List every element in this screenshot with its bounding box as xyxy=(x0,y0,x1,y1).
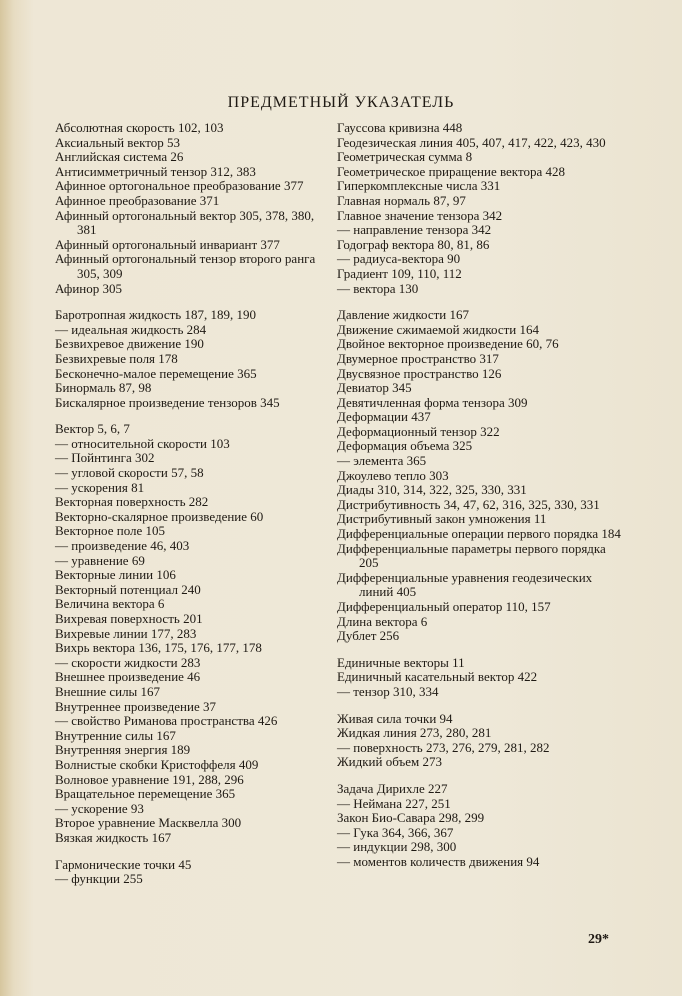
index-entry: Дистрибутивный закон умножения 11 xyxy=(337,511,547,527)
index-entry: Безвихревые поля 178 xyxy=(55,350,178,366)
page-title: ПРЕДМЕТНЫЙ УКАЗАТЕЛЬ xyxy=(227,94,455,111)
index-entry: Векторное поле 105 xyxy=(55,523,166,539)
index-entry: Вихрь вектора 136, 175, 176, 177, 178 xyxy=(55,640,262,656)
index-entry: — идеальная жидкость 284 xyxy=(55,321,207,337)
index-entry: Закон Био-Савара 298, 299 xyxy=(337,810,485,826)
index-entry: Вязкая жидкость 167 xyxy=(55,829,172,845)
index-entry: Афинор 305 xyxy=(55,280,122,296)
index-entry: Афинный ортогональный инвариант 377 xyxy=(55,236,280,252)
index-entry: Векторно-скалярное произведение 60 xyxy=(55,508,264,524)
index-entry: Главная нормаль 87, 97 xyxy=(337,192,466,208)
index-entry: Гиперкомплексные числа 331 xyxy=(337,178,501,194)
index-entry: Бесконечно-малое перемещение 365 xyxy=(55,365,257,381)
index-entry: Волновое уравнение 191, 288, 296 xyxy=(55,771,244,787)
index-entry: Безвихревое движение 190 xyxy=(55,336,204,352)
index-entry: — элемента 365 xyxy=(337,453,427,469)
index-entry: Векторные линии 106 xyxy=(55,567,176,583)
index-entry: — Неймана 227, 251 xyxy=(337,795,451,811)
index-entry: Двусвязное пространство 126 xyxy=(337,365,502,381)
index-entry: Дифференциальные уравнения геодезических линий 405 xyxy=(337,569,593,600)
index-entry: Двойное векторное произведение 60, 76 xyxy=(337,336,559,352)
index-entry: Векторный потенциал 240 xyxy=(55,581,201,597)
index-entry: Деформация объема 325 xyxy=(337,438,473,454)
index-entry: Вращательное перемещение 365 xyxy=(55,786,236,802)
index-entry: Жидкий объем 273 xyxy=(337,754,442,770)
index-entry: Внешние силы 167 xyxy=(55,683,161,699)
index-entry: — относительной скорости 103 xyxy=(55,435,230,451)
index-entry: Баротропная жидкость 187, 189, 190 xyxy=(55,307,256,323)
index-entry: — ускорения 81 xyxy=(55,479,145,495)
index-entry: Бинормаль 87, 98 xyxy=(55,380,152,396)
index-entry: Дистрибутивность 34, 47, 62, 316, 325, 330, 331 xyxy=(337,496,600,512)
index-entry: Длина вектора 6 xyxy=(337,613,428,629)
index-entry: Деформационный тензор 322 xyxy=(337,423,500,439)
page-number: 29* xyxy=(588,932,609,947)
group-spacer xyxy=(337,700,627,712)
index-entry: Вектор 5, 6, 7 xyxy=(55,421,130,437)
index-entry: Задача Дирихле 227 xyxy=(337,780,448,796)
index-entry: Градиент 109, 110, 112 xyxy=(337,265,462,281)
index-entry: Гармонические точки 45 xyxy=(55,856,192,872)
index-entry: Афинное преобразование 371 xyxy=(55,192,220,208)
index-entry: — направление тензора 342 xyxy=(337,222,492,238)
index-entry: Двумерное пространство 317 xyxy=(337,350,499,366)
index-entry: Афинный ортогональный вектор 305, 378, 380, 381 xyxy=(55,207,315,238)
index-entry: Девятичленная форма тензора 309 xyxy=(337,394,528,410)
index-entry: — свойство Риманова пространства 426 xyxy=(55,713,278,729)
index-entry: Английская система 26 xyxy=(55,149,184,165)
index-entry: Диады 310, 314, 322, 325, 330, 331 xyxy=(337,482,527,498)
index-entry: Афинное ортогональное преобразование 377 xyxy=(55,178,304,194)
index-entry: — угловой скорости 57, 58 xyxy=(55,465,204,481)
index-entry: Вихревая поверхность 201 xyxy=(55,611,203,626)
index-entry: Гауссова кривизна 448 xyxy=(337,120,463,135)
index-entry: Волнистые скобки Кристоффеля 409 xyxy=(55,756,259,772)
index-entry: — Пойнтинга 302 xyxy=(55,450,155,466)
index-entry: Единичный касательный вектор 422 xyxy=(337,669,538,685)
index-entry: Жидкая линия 273, 280, 281 xyxy=(337,725,492,741)
index-entry: Антисимметричный тензор 312, 383 xyxy=(55,163,256,179)
index-entry: Дублет 256 xyxy=(337,628,400,644)
index-entry: — произведение 46, 403 xyxy=(55,538,190,554)
index-entry: Живая сила точки 94 xyxy=(337,710,453,726)
index-entry: — индукции 298, 300 xyxy=(337,839,457,855)
index-entry: — скорости жидкости 283 xyxy=(55,654,201,670)
index-entry: Геодезическая линия 405, 407, 417, 422, 423, 430 xyxy=(337,134,606,150)
index-entry: Векторная поверхность 282 xyxy=(55,494,209,510)
index-entry: Единичные векторы 11 xyxy=(337,654,465,670)
index-entry: Вихревые линии 177, 283 xyxy=(55,625,197,641)
group-spacer xyxy=(337,644,627,656)
left-column xyxy=(55,121,325,887)
index-entry: Бискалярное произведение тензоров 345 xyxy=(55,394,280,410)
group-spacer xyxy=(55,846,325,858)
index-entry: — ускорение 93 xyxy=(55,800,144,816)
index-entry: — уравнение 69 xyxy=(55,552,145,568)
index-entry: — вектора 130 xyxy=(337,280,419,296)
index-entry: — Гука 364, 366, 367 xyxy=(337,824,454,840)
index-entry: Дифференциальный оператор 110, 157 xyxy=(337,599,551,614)
index-entry: — радиуса-вектора 90 xyxy=(337,251,461,267)
index-entry: Главное значение тензора 342 xyxy=(337,207,503,223)
index-entry: Афинный ортогональный тензор второго ранга 305, 309 xyxy=(55,251,316,281)
index-entry: Внутренние силы 167 xyxy=(55,727,176,743)
index-entry: Второе уравнение Масквелла 300 xyxy=(55,815,242,831)
index-entry: Аксиальный вектор 53 xyxy=(55,134,181,150)
index-entry: Внешнее произведение 46 xyxy=(55,669,201,685)
index-entry: Девиатор 345 xyxy=(337,380,412,396)
index-entry: Джоулево тепло 303 xyxy=(337,467,449,483)
index-entry: Внутренняя энергия 189 xyxy=(55,742,191,758)
index-entry: Величина вектора 6 xyxy=(55,596,165,612)
index-entry: Геометрическая сумма 8 xyxy=(337,149,473,165)
index-entry: Дифференциальные параметры первого порядка 205 xyxy=(337,540,606,571)
index-entry: Геометрическое приращение вектора 428 xyxy=(337,163,565,179)
index-entry: — тензор 310, 334 xyxy=(337,683,439,699)
index-entry: — моментов количеств движения 94 xyxy=(337,853,540,869)
index-entry: Деформации 437 xyxy=(337,409,431,425)
index-entry: Годограф вектора 80, 81, 86 xyxy=(337,236,490,252)
index-entry: Дифференциальные операции первого порядка 184 xyxy=(337,526,621,542)
index-entry: Движение сжимаемой жидкости 164 xyxy=(337,321,539,337)
index-entry: — функции 255 xyxy=(55,871,143,887)
index-entry: — поверхность 273, 276, 279, 281, 282 xyxy=(337,739,550,755)
index-entry: Давление жидкости 167 xyxy=(337,307,469,323)
right-column xyxy=(337,121,627,870)
index-entry: Внутреннее произведение 37 xyxy=(55,698,216,714)
index-entry: Абсолютная скорость 102, 103 xyxy=(55,120,224,135)
